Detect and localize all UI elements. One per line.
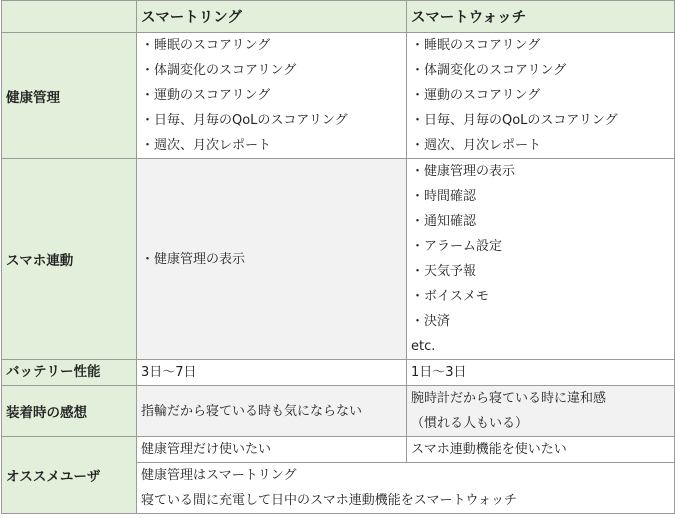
cell-battery-watch: 1日〜3日 [407,360,675,386]
table-row-user [2,437,675,463]
cell-wear-ring: 指輪だから寝ている時も気にならない [137,386,407,437]
list-item: ・週次、月次レポート [411,138,542,153]
list-item: ・通知確認 [411,214,477,229]
list-item: ・決済 [411,314,451,329]
table-row-battery [2,360,675,386]
list-item: ・運動のスコアリング [411,88,541,103]
comparison-table [1,0,675,514]
row-label-health: 健康管理 [2,33,137,159]
list-item: ・睡眠のスコアリング [141,38,271,53]
header-row [2,1,675,33]
table-row-phone [2,159,675,360]
list-item: ・週次、月次レポート [141,138,272,153]
table-row-health [2,33,675,159]
list-item: ・運動のスコアリング [141,88,271,103]
list-item: etc. [411,339,436,354]
row-label-battery: バッテリー性能 [2,360,137,386]
cell-user-watch: スマホ連動機能を使いたい [407,437,675,463]
header-smart-watch: スマートウォッチ [407,1,675,33]
list-item: ・日毎、月毎のQoLのスコアリング [411,113,618,128]
cell-user-ring: 健康管理だけ使いたい [137,437,407,463]
list-item: ・健康管理の表示 [411,164,516,179]
cell-user-both: 健康管理はスマートリング 寝ている間に充電して日中のスマホ連動機能をスマートウォッチ [137,463,675,514]
cell-health-watch [407,33,675,159]
cell-health-ring [137,33,407,159]
row-label-wear: 装着時の感想 [2,386,137,437]
list-item: ・健康管理の表示 [141,251,246,267]
cell-wear-watch: 腕時計だから寝ている時に違和感 （慣れる人もいる） [407,386,675,437]
header-smart-ring: スマートリング [137,1,407,33]
list-item: ・天気予報 [411,264,477,279]
cell-phone-ring [137,159,407,360]
list-item: ・時間確認 [411,189,477,204]
row-label-user: オススメユーザ [2,437,137,514]
list-item: ・体調変化のスコアリング [141,63,297,78]
header-corner [2,1,137,33]
list-item: ・日毎、月毎のQoLのスコアリング [141,113,348,128]
list-item: ・体調変化のスコアリング [411,63,567,78]
table-row-wear [2,386,675,437]
cell-phone-watch [407,159,675,360]
row-label-phone: スマホ連動 [2,159,137,360]
list-item: ・睡眠のスコアリング [411,38,541,53]
cell-battery-ring: 3日〜7日 [137,360,407,386]
list-item: ・アラーム設定 [411,239,503,254]
list-item: ・ボイスメモ [411,289,489,304]
